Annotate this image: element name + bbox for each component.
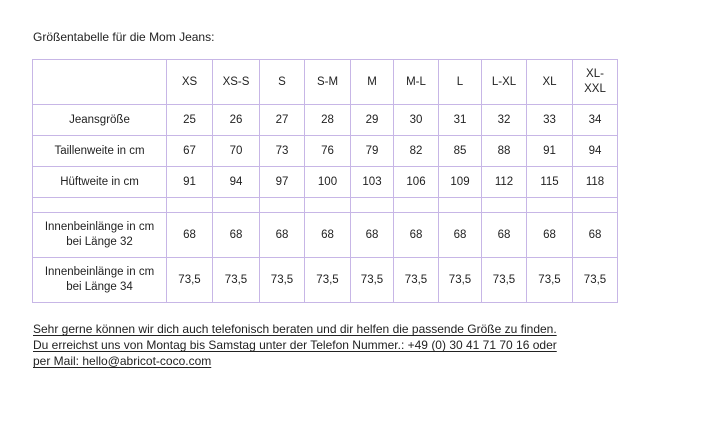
empty-cell [527,198,573,213]
table-row [33,136,618,167]
row-label: Jeansgröße [33,105,167,136]
table-cell: 70 [213,136,260,167]
table-cell: 94 [573,136,618,167]
table-cell: 82 [394,136,439,167]
table-row [33,105,618,136]
size-table [32,59,618,303]
column-header: XL- XXL [573,60,618,105]
empty-cell [260,198,305,213]
table-cell: 115 [527,167,573,198]
row-label: Innenbeinlänge in cm bei Länge 34 [33,258,167,303]
table-cell: 112 [482,167,527,198]
column-header: M [351,60,394,105]
table-cell: 28 [305,105,351,136]
table-cell: 73 [260,136,305,167]
table-row [33,167,618,198]
table-cell: 73,5 [573,258,618,303]
table-cell: 68 [439,213,482,258]
table-cell: 68 [573,213,618,258]
table-cell: 33 [527,105,573,136]
table-cell: 91 [527,136,573,167]
contact-line-advice: Sehr gerne können wir dich auch telefonisch beraten und dir helfen die passende Größe zu finden. [33,322,557,336]
table-cell: 88 [482,136,527,167]
table-cell: 73,5 [482,258,527,303]
table-cell: 30 [394,105,439,136]
column-header: S-M [305,60,351,105]
row-label: Innenbeinlänge in cm bei Länge 32 [33,213,167,258]
spacer-row [33,198,618,213]
column-header: L-XL [482,60,527,105]
empty-cell [33,198,167,213]
row-label: Hüftweite in cm [33,167,167,198]
table-cell: 73,5 [527,258,573,303]
table-cell: 68 [213,213,260,258]
contact-line-phone: Du erreichst uns von Montag bis Samstag unter der Telefon Nummer.: +49 (0) 30 41 71 70 16 oder [33,338,557,352]
table-cell: 73,5 [213,258,260,303]
table-row [33,213,618,258]
table-cell: 68 [482,213,527,258]
table-cell: 68 [351,213,394,258]
table-cell: 97 [260,167,305,198]
table-cell: 73,5 [305,258,351,303]
table-cell: 68 [527,213,573,258]
table-cell: 76 [305,136,351,167]
page-title: Größentabelle für die Mom Jeans: [33,30,215,44]
table-cell: 73,5 [167,258,213,303]
empty-cell [573,198,618,213]
table-cell: 34 [573,105,618,136]
table-cell: 25 [167,105,213,136]
column-header: M-L [394,60,439,105]
table-cell: 67 [167,136,213,167]
header-empty-cell [33,60,167,105]
table-cell: 73,5 [394,258,439,303]
column-header: XL [527,60,573,105]
empty-cell [482,198,527,213]
table-cell: 68 [260,213,305,258]
table-cell: 79 [351,136,394,167]
contact-line-mail: per Mail: hello@abricot-coco.com [33,354,212,368]
table-cell: 109 [439,167,482,198]
table-cell: 68 [394,213,439,258]
table-cell: 68 [305,213,351,258]
table-cell: 118 [573,167,618,198]
table-cell: 85 [439,136,482,167]
contact-note [33,321,557,369]
table-cell: 68 [167,213,213,258]
table-cell: 32 [482,105,527,136]
table-cell: 73,5 [439,258,482,303]
table-header-row [33,60,618,105]
column-header: L [439,60,482,105]
empty-cell [394,198,439,213]
empty-cell [213,198,260,213]
empty-cell [351,198,394,213]
table-cell: 106 [394,167,439,198]
table-cell: 73,5 [351,258,394,303]
empty-cell [305,198,351,213]
table-cell: 100 [305,167,351,198]
table-cell: 27 [260,105,305,136]
table-cell: 73,5 [260,258,305,303]
table-cell: 103 [351,167,394,198]
row-label: Taillenweite in cm [33,136,167,167]
empty-cell [167,198,213,213]
empty-cell [439,198,482,213]
table-cell: 26 [213,105,260,136]
table-cell: 91 [167,167,213,198]
table-cell: 31 [439,105,482,136]
column-header: XS-S [213,60,260,105]
table-cell: 94 [213,167,260,198]
column-header: S [260,60,305,105]
table-cell: 29 [351,105,394,136]
column-header: XS [167,60,213,105]
table-row [33,258,618,303]
